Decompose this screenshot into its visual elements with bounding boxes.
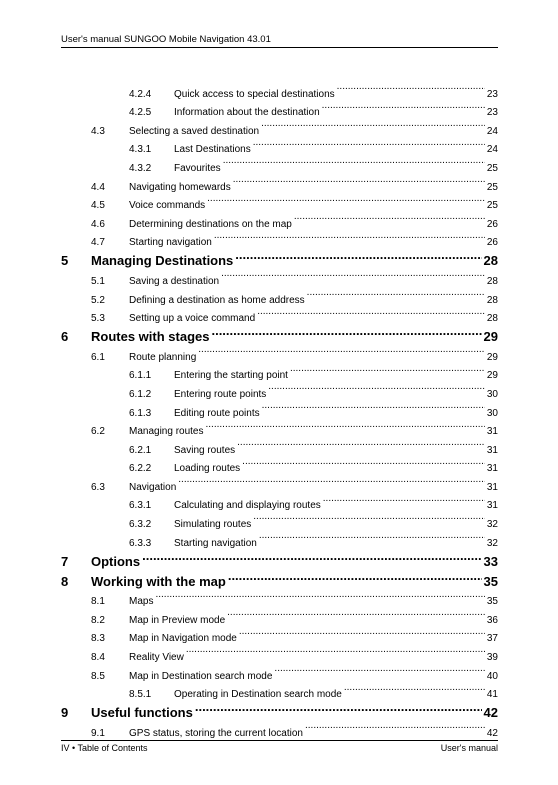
toc-dot-leader: [155, 586, 484, 605]
toc-dot-leader: [259, 527, 485, 546]
toc-entry-number: 8.1: [91, 596, 105, 608]
toc-dot-leader: [211, 321, 481, 341]
toc-dot-leader: [228, 566, 482, 586]
toc-dot-leader: [253, 134, 485, 153]
toc-entry-number: 6.2.1: [129, 444, 152, 456]
toc-entry-title: Voice commands: [129, 197, 206, 216]
toc-dot-leader: [207, 190, 485, 209]
toc-entry[interactable]: [61, 546, 498, 569]
toc-dot-leader: [262, 397, 485, 416]
toc-entry-page: 40: [486, 668, 498, 687]
toc-entry-page: 31: [486, 423, 498, 442]
toc-entry-title: Managing Destinations: [91, 251, 234, 271]
toc-entry-title: Determining destinations on the map: [129, 216, 293, 235]
toc-dot-leader: [223, 152, 485, 171]
toc-dot-leader: [274, 660, 484, 679]
toc-entry-number: 6.3: [91, 481, 105, 493]
toc-entry-page: 25: [486, 197, 498, 216]
toc-dot-leader: [186, 641, 485, 660]
toc-entry-number: 6.1.1: [129, 370, 152, 382]
toc-dot-leader: [233, 171, 485, 190]
toc-entry-number: 9: [61, 705, 69, 721]
toc-entry-title: Entering the starting point: [174, 367, 289, 386]
toc-entry-number: 4.4: [91, 181, 105, 193]
toc-entry-number: 6.2.2: [129, 463, 152, 475]
toc-dot-leader: [178, 471, 485, 490]
toc-entry-title: Favourites: [174, 160, 222, 179]
page-footer: [61, 740, 498, 754]
toc-dot-leader: [214, 227, 485, 246]
toc-entry-number: 4.7: [91, 237, 105, 249]
toc-entry[interactable]: [61, 208, 498, 230]
toc-entry-number: 8.5.1: [129, 689, 152, 701]
toc-entry-number: 4.3.2: [129, 162, 152, 174]
toc-entry-title: Saving a destination: [129, 273, 220, 292]
toc-entry[interactable]: [61, 245, 498, 269]
toc-entry-title: Setting up a voice command: [129, 310, 256, 329]
toc-entry-number: 4.5: [91, 200, 105, 212]
toc-dot-leader: [221, 265, 485, 284]
toc-entry[interactable]: [61, 434, 498, 456]
toc-entry-page: 28: [486, 273, 498, 292]
toc-entry-title: Calculating and displaying routes: [174, 497, 322, 516]
toc-entry[interactable]: [61, 566, 498, 589]
toc-dot-leader: [323, 490, 485, 509]
toc-entry-page: 28: [486, 292, 498, 311]
toc-entry-title: Routes with stages: [91, 327, 210, 347]
toc-entry[interactable]: [61, 341, 498, 363]
toc-entry-number: 8.2: [91, 614, 105, 626]
toc-entry-number: 6.1.2: [129, 388, 152, 400]
toc-entry-title: Reality View: [129, 649, 185, 668]
toc-dot-leader: [307, 284, 485, 303]
toc-dot-leader: [257, 303, 485, 322]
toc-entry[interactable]: [61, 586, 498, 608]
toc-entry-page: 31: [486, 497, 498, 516]
toc-entry-page: 29: [486, 367, 498, 386]
toc-entry[interactable]: [61, 697, 498, 721]
toc-entry[interactable]: [61, 453, 498, 475]
toc-entry-title: Selecting a saved destination: [129, 123, 260, 142]
toc-entry-page: 26: [486, 216, 498, 235]
toc-entry-page: 23: [486, 86, 498, 105]
toc-entry-page: 32: [486, 516, 498, 535]
toc-entry[interactable]: [61, 303, 498, 325]
toc-entry-number: 4.2.5: [129, 107, 152, 119]
toc-entry-number: 6.1: [91, 351, 105, 363]
toc-entry[interactable]: [61, 416, 498, 438]
toc-entry-page: 29: [486, 349, 498, 368]
footer-left: IV • Table of Contents: [61, 743, 148, 753]
toc-entry-title: Maps: [129, 593, 154, 612]
toc-entry-page: 37: [486, 630, 498, 649]
toc-entry-page: 25: [486, 160, 498, 179]
toc-entry[interactable]: [61, 97, 498, 119]
toc-entry-page: 25: [486, 179, 498, 198]
toc-entry-title: Starting navigation: [129, 234, 213, 253]
toc-entry[interactable]: [61, 660, 498, 682]
toc-entry-page: 30: [486, 405, 498, 424]
toc-entry-number: 5.1: [91, 275, 105, 287]
toc-entry-title: Map in Preview mode: [129, 612, 226, 631]
toc-entry-title: Navigation: [129, 479, 177, 498]
toc-entry-number: 8: [61, 573, 69, 589]
toc-entry-number: 4.2.4: [129, 88, 152, 100]
toc-entry-page: 42: [483, 703, 498, 723]
toc-entry-title: Operating in Destination search mode: [174, 686, 343, 705]
table-of-contents: [61, 78, 498, 739]
toc-entry-page: 33: [483, 552, 498, 572]
toc-entry-title: Working with the map: [91, 572, 227, 592]
toc-entry-number: 8.4: [91, 652, 105, 664]
toc-entry[interactable]: [61, 717, 498, 739]
toc-entry-title: Defining a destination as home address: [129, 292, 306, 311]
toc-entry-title: GPS status, storing the current location: [129, 725, 304, 744]
toc-entry-page: 42: [486, 725, 498, 744]
toc-entry[interactable]: [61, 190, 498, 212]
toc-entry[interactable]: [61, 360, 498, 382]
toc-entry-title: Editing route points: [174, 405, 261, 424]
toc-entry-number: 7: [61, 553, 69, 569]
toc-dot-leader: [337, 78, 485, 97]
toc-entry-title: Simulating routes: [174, 516, 252, 535]
toc-entry[interactable]: [61, 378, 498, 400]
toc-entry-number: 4.6: [91, 218, 105, 230]
toc-entry-page: 28: [483, 251, 498, 271]
toc-entry[interactable]: [61, 508, 498, 531]
toc-dot-leader: [261, 115, 485, 134]
toc-entry-title: Quick access to special destinations: [174, 86, 336, 105]
toc-entry-page: 31: [486, 479, 498, 498]
toc-entry[interactable]: [61, 115, 498, 137]
toc-entry-page: 31: [486, 460, 498, 479]
toc-entry-title: Entering route points: [174, 386, 267, 405]
toc-entry[interactable]: [61, 265, 498, 287]
toc-dot-leader: [237, 434, 485, 453]
toc-entry[interactable]: [61, 152, 498, 174]
toc-entry[interactable]: [61, 227, 498, 249]
toc-entry-page: 24: [486, 141, 498, 160]
toc-dot-leader: [268, 378, 485, 397]
toc-entry-page: 29: [483, 327, 498, 347]
toc-entry[interactable]: [61, 679, 498, 701]
toc-entry-page: 30: [486, 386, 498, 405]
toc-dot-leader: [294, 208, 485, 227]
toc-entry[interactable]: [61, 641, 498, 664]
toc-entry-number: 4.3.1: [129, 144, 152, 156]
toc-entry-number: 5.3: [91, 313, 105, 325]
toc-entry-title: Map in Navigation mode: [129, 630, 238, 649]
page-header: [61, 33, 498, 48]
toc-entry-title: Useful functions: [91, 703, 194, 723]
toc-entry-title: Map in Destination search mode: [129, 668, 273, 687]
toc-entry-title: Managing routes: [129, 423, 205, 442]
toc-entry-title: Navigating homewards: [129, 179, 232, 198]
toc-dot-leader: [322, 97, 485, 116]
toc-entry-number: 6.3.1: [129, 500, 152, 512]
toc-entry-number: 5.2: [91, 294, 105, 306]
toc-entry-title: Saving routes: [174, 442, 236, 461]
toc-entry[interactable]: [61, 623, 498, 645]
toc-entry-number: 6: [61, 329, 69, 345]
toc-entry-page: 26: [486, 234, 498, 253]
toc-entry-title: Starting navigation: [174, 535, 258, 554]
toc-entry-page: 28: [486, 310, 498, 329]
toc-dot-leader: [239, 623, 485, 642]
toc-entry-number: 6.3.2: [129, 519, 152, 531]
toc-entry-title: Options: [91, 552, 141, 572]
toc-entry-page: 36: [486, 612, 498, 631]
toc-entry-page: 35: [486, 593, 498, 612]
footer-right: User's manual: [440, 743, 498, 753]
toc-entry[interactable]: [61, 171, 498, 193]
toc-entry-page: 39: [486, 649, 498, 668]
toc-entry[interactable]: [61, 134, 498, 156]
toc-entry-page: 31: [486, 442, 498, 461]
toc-dot-leader: [253, 508, 485, 527]
toc-dot-leader: [290, 360, 485, 379]
toc-dot-leader: [206, 416, 485, 435]
toc-entry-page: 24: [486, 123, 498, 142]
toc-entry-number: 6.3.3: [129, 537, 152, 549]
toc-entry-number: 8.3: [91, 633, 105, 645]
toc-entry[interactable]: [61, 78, 498, 100]
toc-entry[interactable]: [61, 397, 498, 419]
toc-entry-title: Route planning: [129, 349, 197, 368]
toc-dot-leader: [344, 679, 485, 698]
toc-entry-number: 6.2: [91, 426, 105, 438]
toc-entry-page: 32: [486, 535, 498, 554]
toc-entry-title: Loading routes: [174, 460, 241, 479]
toc-entry-title: Information about the destination: [174, 104, 321, 123]
toc-entry[interactable]: [61, 490, 498, 512]
toc-dot-leader: [242, 453, 485, 472]
toc-entry-title: Last Destinations: [174, 141, 252, 160]
toc-entry[interactable]: [61, 604, 498, 626]
toc-entry-number: 6.1.3: [129, 407, 152, 419]
toc-entry-number: 5: [61, 253, 69, 269]
toc-dot-leader: [235, 245, 481, 265]
toc-entry[interactable]: [61, 527, 498, 549]
toc-entry-page: 23: [486, 104, 498, 123]
toc-dot-leader: [195, 697, 482, 717]
toc-entry-page: 41: [486, 686, 498, 705]
toc-dot-leader: [305, 717, 485, 736]
header-title: User's manual SUNGOO Mobile Navigation 43.01: [61, 34, 271, 45]
toc-entry-number: 8.5: [91, 670, 105, 682]
toc-entry[interactable]: [61, 284, 498, 306]
toc-dot-leader: [142, 546, 481, 566]
toc-entry-number: 9.1: [91, 727, 105, 739]
toc-entry[interactable]: [61, 321, 498, 345]
toc-entry-page: 35: [483, 572, 498, 592]
toc-dot-leader: [198, 341, 485, 360]
toc-entry-number: 4.3: [91, 125, 105, 137]
toc-dot-leader: [227, 604, 485, 623]
toc-entry[interactable]: [61, 471, 498, 493]
